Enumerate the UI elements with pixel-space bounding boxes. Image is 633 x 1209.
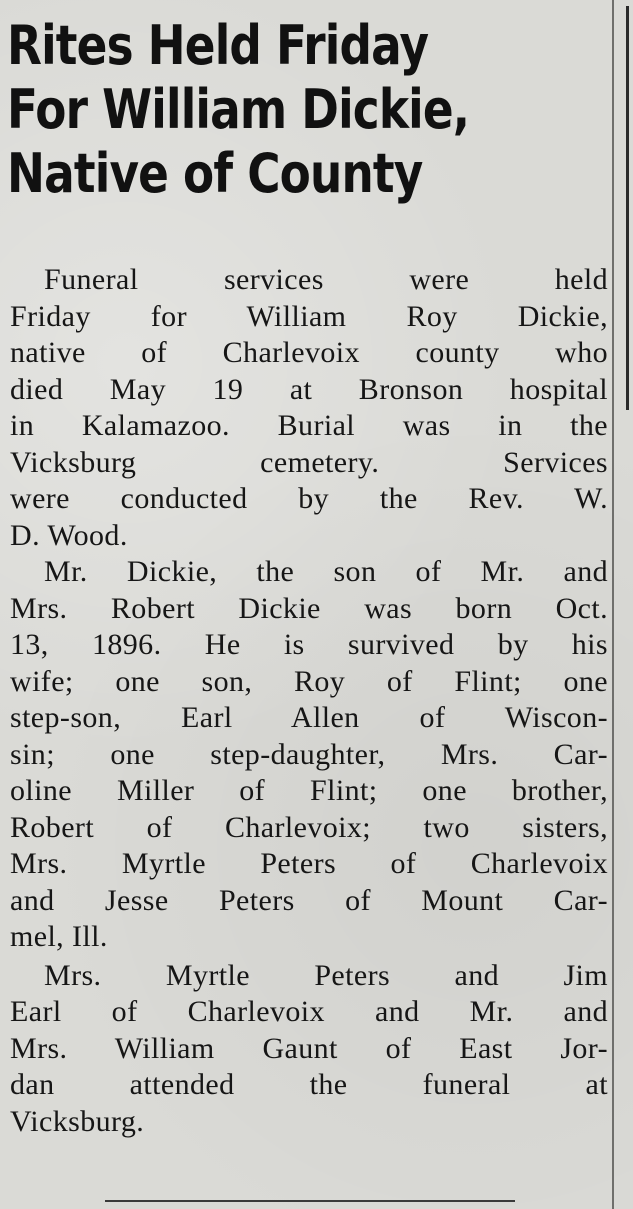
headline-line: Native of County — [7, 142, 423, 205]
headline-line: Rites Held Friday — [7, 14, 429, 77]
text-line: were conducted by the Rev. W. — [10, 482, 608, 515]
text-line: sin; one step-daughter, Mrs. Car- — [10, 737, 608, 771]
text-line: mel, Ill. — [10, 920, 108, 953]
text-line: Robert of Charlevoix; two sisters, — [10, 810, 608, 844]
text-line: Mr. Dickie, the son of Mr. and — [44, 555, 608, 588]
paragraph — [10, 262, 608, 554]
text-line: 13, 1896. He is survived by his — [10, 628, 608, 661]
text-line: wife; one son, Roy of Flint; one — [10, 664, 608, 698]
adjacent-column-edge — [626, 6, 629, 410]
headline — [7, 14, 511, 206]
text-line: died May 19 at Bronson hospital — [10, 372, 608, 406]
end-of-article-rule — [105, 1200, 515, 1202]
article-body — [10, 262, 608, 1140]
text-line: native of Charlevoix county who — [10, 336, 608, 369]
text-line: in Kalamazoo. Burial was in the — [10, 409, 608, 442]
text-line: Mrs. Myrtle Peters and Jim — [44, 958, 608, 992]
text-line: Mrs. William Gaunt of East Jor- — [10, 1031, 608, 1065]
text-line: step-son, Earl Allen of Wiscon- — [10, 701, 608, 734]
text-line: Mrs. Robert Dickie was born Oct. — [10, 591, 608, 625]
text-line: Mrs. Myrtle Peters of Charlevoix — [10, 847, 608, 880]
paragraph — [10, 958, 608, 1141]
text-line: oline Miller of Flint; one brother, — [10, 774, 608, 807]
text-line: D. Wood. — [10, 518, 128, 552]
headline-line: For William Dickie, — [7, 78, 470, 141]
column-divider-rule — [612, 0, 614, 1209]
paragraph — [10, 554, 608, 956]
text-line: Earl of Charlevoix and Mr. and — [10, 995, 608, 1028]
text-line: Friday for William Roy Dickie, — [10, 299, 608, 333]
text-line: Funeral services were held — [44, 263, 608, 296]
text-line: Vicksburg. — [10, 1104, 145, 1138]
text-line: dan attended the funeral at — [10, 1068, 608, 1101]
text-line: Vicksburg cemetery. Services — [10, 445, 608, 479]
text-line: and Jesse Peters of Mount Car- — [10, 883, 608, 917]
